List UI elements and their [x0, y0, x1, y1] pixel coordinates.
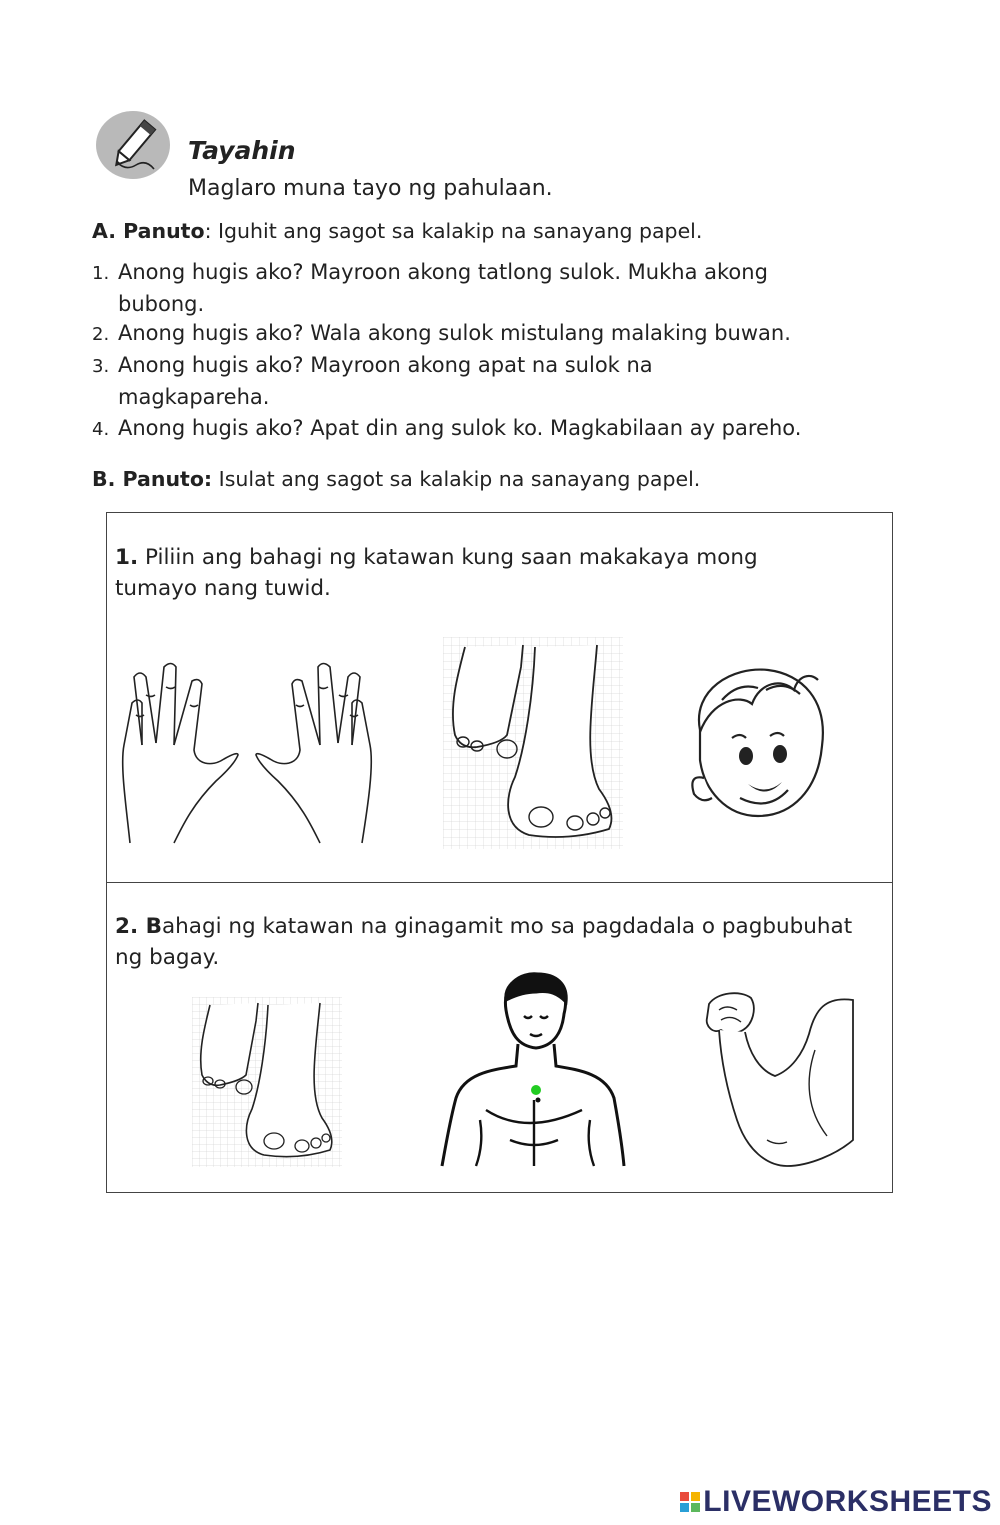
section-a-instruction	[92, 219, 702, 243]
list-item: 1. Anong hugis ako? Mayroon akong tatlong sulok. Mukha akong bubong.	[92, 260, 768, 316]
question-2: 2. Bahagi ng katawan na ginagamit mo sa pagdadala o pagbubuhat ng bagay.	[115, 914, 853, 970]
page-title: Tayahin	[188, 136, 296, 165]
list-item: 4. Anong hugis ako? Apat din ang sulok ko. Magkabilaan ay pareho.	[92, 416, 802, 440]
pencil-icon	[96, 111, 170, 179]
logo-icon	[679, 1487, 701, 1509]
question-divider	[106, 882, 893, 883]
list-item: 3. Anong hugis ako? Mayroon akong apat na sulok na magkapareha.	[92, 353, 653, 409]
hands-image[interactable]	[112, 655, 382, 850]
section-b-text: Isulat ang sagot sa kalakip na sanayang papel.	[212, 467, 701, 491]
list-item: 2. Anong hugis ako? Wala akong sulok mistulang malaking buwan.	[92, 321, 791, 345]
feet-image[interactable]	[443, 637, 623, 849]
torso-image[interactable]	[440, 970, 628, 1168]
face-image[interactable]	[682, 660, 832, 825]
page-subtitle: Maglaro muna tayo ng pahulaan.	[188, 176, 553, 201]
feet-image[interactable]	[192, 997, 342, 1167]
liveworksheets-logo: LIVEWORKSHEETS	[679, 1485, 992, 1519]
flexed-arm-image[interactable]	[697, 990, 857, 1170]
section-b-instruction	[92, 467, 700, 491]
section-a-text: : Iguhit ang sagot sa kalakip na sanayang papel.	[204, 219, 703, 243]
section-b-label: B. Panuto:	[92, 467, 213, 491]
section-a-label: A. Panuto	[92, 219, 205, 243]
question-1: 1. Piliin ang bahagi ng katawan kung saan makakaya mong tumayo nang tuwid.	[115, 545, 758, 601]
